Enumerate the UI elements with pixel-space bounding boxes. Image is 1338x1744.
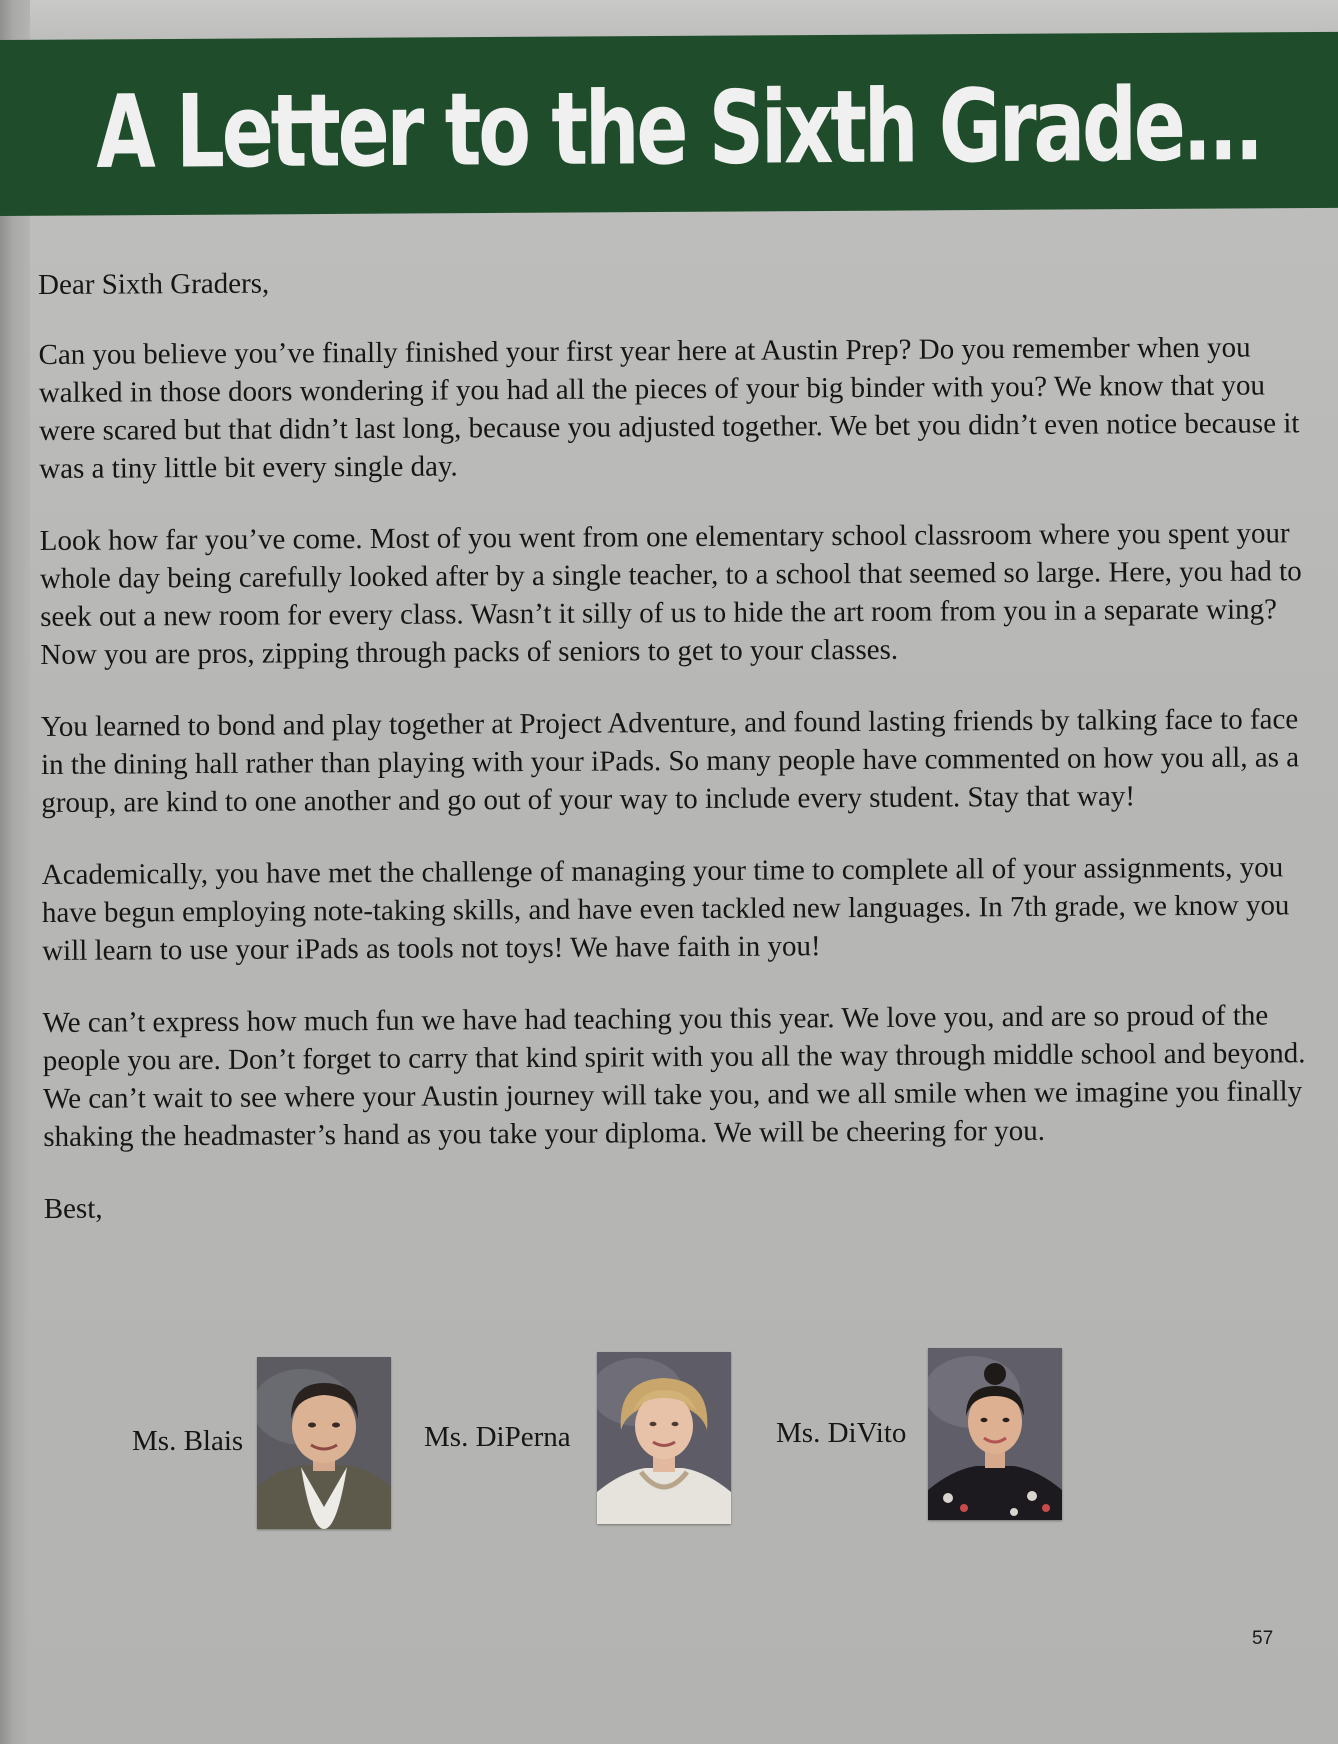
page-title: A Letter to the Sixth Grade... [95,65,1261,192]
letter-closing: Best, [43,1192,103,1225]
letter-paragraph: We can’t express how much fun we have had teaching you this year. We love you, and are so proud of the people you are. Don’t forget to carry that kind spirit with you all the way through middle school and beyond. We can’t wait to see where your Austin journey will take you, and we all smile when we imagine you finally shaking the headmaster’s hand as you take your diploma. We will be cheering for you. [42,999,1306,1153]
portrait-blais [257,1357,391,1529]
signature-row [0,1350,1338,1540]
teacher-portrait-photo [257,1357,391,1529]
signature-name-blais: Ms. Blais [132,1425,244,1457]
letter-paragraph: You learned to bond and play together at Project Adventure, and found lasting friends by talking face to face in the dining hall rather than playing with your iPads. So many people have commented on how you all, as a group, are kind to one another and go out of your way to include every student. Stay that way! [40,703,1300,819]
letter-paragraph: Can you believe you’ve finally finished your first year here at Austin Prep? Do you remember when you walked in those doors wondering if you had all the pieces of your big binder with you? We know that you were scared but that didn’t last long, because you adjusted together. We bet you didn’t even notice because it was a tiny little bit every single day. [38,331,1300,485]
letter-greeting: Dear Sixth Graders, [38,267,270,301]
teacher-portrait-photo [597,1352,731,1524]
letter-paragraph: Look how far you’ve come. Most of you went from one elementary school classroom where you spent your whole day being carefully looked after by a single teacher, to a school that seemed so large. Here, you had to seek out a new room for every class. Wasn’t it silly of us to hide the art room from you in a separate wing? Now you are pros, zipping through packs of seniors to get to your classes. [39,517,1302,671]
signature-name-diperna: Ms. DiPerna [424,1421,571,1453]
letter-paragraph: Academically, you have met the challenge of managing your time to complete all of your assignments, you have begun employing note-taking skills, and have even tackled new languages. In 7th grade, we know you will learn to use your iPads as tools not toys! We have faith in you! [41,851,1290,967]
letter-body [38,258,1314,1262]
page-number: 57 [1252,1628,1274,1649]
teacher-portrait-photo [928,1348,1062,1520]
signature-name-divito: Ms. DiVito [776,1417,907,1449]
portrait-divito [928,1348,1062,1520]
portrait-diperna [597,1352,731,1524]
